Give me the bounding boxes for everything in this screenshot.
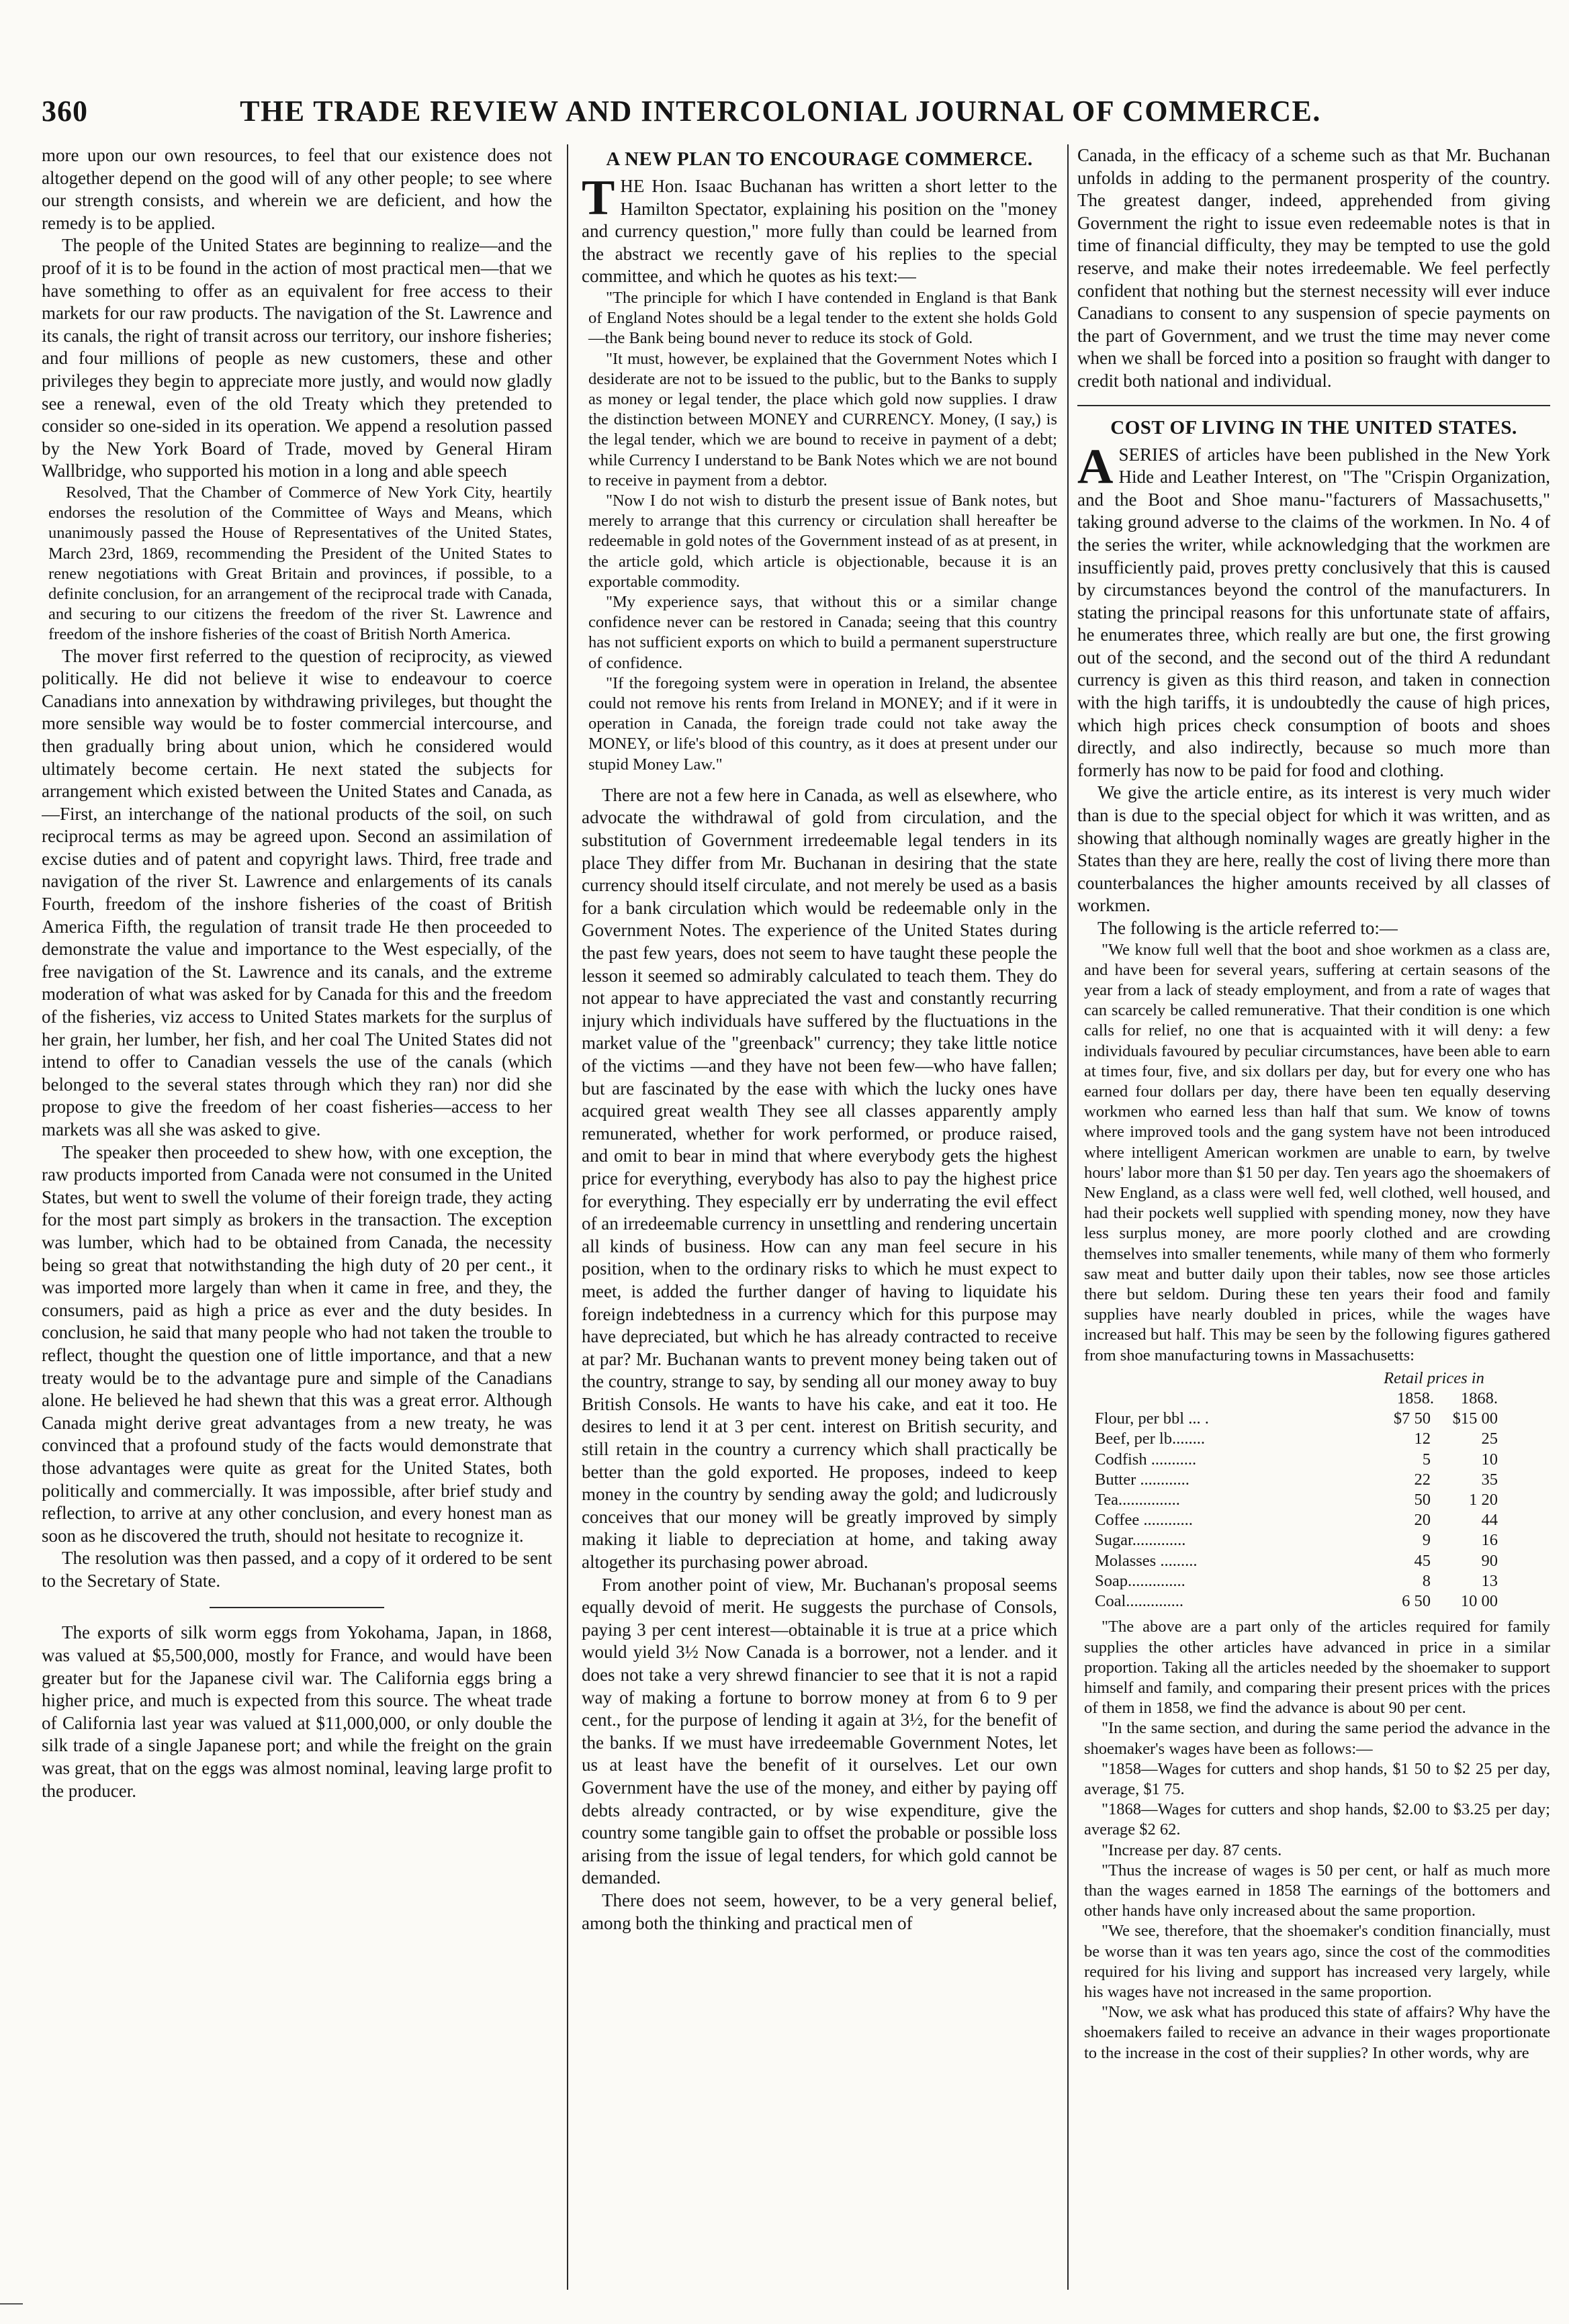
price-table-years — [1095, 1389, 1498, 1409]
price-row — [1095, 1470, 1498, 1490]
price-1868: 35 — [1481, 1470, 1498, 1489]
article-quote — [1077, 940, 1550, 1366]
paragraph: There are not a few here in Canada, as well as elsewhere, who advocate the withdrawal of gold from circulation, and the substitution of Government irredeemable legal tenders in its place They differ from Mr. Buchanan in desiring that the state currency should itself circulate, and not merely be used as a basis for a bank circulation which would be redeemable only in the Government Notes. The experience of the United States during the past few years, does not seem to have taught these people the lesson it seemed so admirably calculated to teach them. They do not appear to have appreciated the vast and constantly recurring injury which individuals have suffered by the fluctuations in the market value of the "greenback" currency; they take little notice of the victims —and they have not been few—who have fallen; but are fascinated by the ease with which the lucky ones have acquired great wealth They see all classes apparently amply remunerated, whether for work performed, or produce raised, and omit to bear in mind that where everybody gets the highest price for everything, everybody has also to pay the highest price for everything. They especially err by underrating the evil effect of an irredeemable currency in unsettling and rendering uncertain all kinds of business. How can any man feel secure in his position, when to the ordinary risks to which he must expect to meet, is added the further danger of having to liquidate his foreign indebtedness in a currency which for this purpose may have depreciated, but which he has already contracted to receive at par? Mr. Buchanan wants to prevent money being taken out of the country, strange to say, by sending all our money away to buy British Consols. He wants to have his cake, and eat it too. He desires to lend it at 3 per cent. interest on British security, and still retain in the country a currency which shall practically be better than the gold exported. He proposes, indeed to keep money in the country by sending away the gold; and ludicrously conceives that our money will be greatly improved by simply making it liable to depreciation at home, and taking away altogether its purchasing power abroad. — [582, 784, 1057, 1573]
price-1858: $7 50 — [1393, 1409, 1431, 1428]
price-1858: 6 50 — [1402, 1592, 1431, 1611]
article-heading-new-plan: A NEW PLAN TO ENCOURAGE COMMERCE. — [606, 148, 1033, 170]
price-1868: 13 — [1481, 1571, 1498, 1590]
paragraph: The speaker then proceeded to shew how, with one exception, the raw products imported from Canada were not consumed in the United States, but went to swell the volume of their foreign trade, they acting for the most part simply as brokers in the transaction. The exception was lumber, which had to be obtained from Canada, the necessity being so great that notwithstanding the high duty of 20 per cent., it was imported more largely than when it came in free, and they, the consumers, paid as high a price as ever and the duty besides. In conclusion, he said that many people who had not taken the trouble to reflect, thought the question one of little importance, and that a new treaty would be to the advantage pure and simple of the Canadians alone. He believed he had shewn that this was a great error. Although Canada might derive great advantages from a new treaty, he was convinced that a profound study of the facts would demonstrate that those advantages were quite as great for the United States, both politically and commercially. It was impossible, after brief study and reflection, to arrive at any other conclusion, and every honest man as soon as he discovered the truth, should not hesitate to recognize it. — [42, 1142, 552, 1546]
quote-paragraph: "Increase per day. 87 cents. — [1102, 1841, 1282, 1859]
column-2 — [582, 144, 1057, 2313]
paragraph: Canada, in the efficacy of a scheme such as that Mr. Buchanan unfolds in adding to the permanent prosperity of the country. The greatest danger, indeed, apprehended from giving Government the right to issue even redeemable notes is that in time of financial difficulty, they may be tempted to use the gold reserve, and make their notes irredeemable. We feel perfectly confident that nothing but the sternest necessity will ever induce Canadians to consent to any suspension of specie payments on the part of Government, and we trust the time may never come when we shall be forced into a position so fraught with danger to credit both national and individual. — [1077, 145, 1550, 391]
price-1868: $15 00 — [1452, 1409, 1498, 1428]
resolution-quote — [42, 483, 552, 645]
year-1868: 1868. — [1460, 1389, 1498, 1408]
price-1858: 22 — [1414, 1470, 1431, 1489]
resolution-text: Resolved, That the Chamber of Commerce of New York City, heartily endorses the resolution of the Committee of Ways and Means, which unanimously passed the House of Representatives of the United States, March 23rd, 1869, recommending the President of the United States to renew negotiations with Great Britain and provinces, if possible, to a definite conclusion, for an arrangement of the reciprocal trade with Canada, and securing to our citizens the freedom of the river St. Lawrence and freedom of the inshore fisheries of the coast of British North America. — [48, 483, 552, 644]
column-rule — [1067, 144, 1069, 2290]
column-rule — [567, 144, 568, 2290]
price-1858: 5 — [1422, 1450, 1431, 1469]
silk-eggs-item: The exports of silk worm eggs from Yokohama, Japan, in 1868, was valued at $5,500,000, mostly for France, and would have been greater but for the Japanese civil war. The California eggs bring a higher price, and much is expected from this source. The wheat trade of California last year was valued at $11,000,000, or only double the silk trade of a single Japanese port; and while the freight on the grain was great, that on the eggs was almost nominal, leaving large profit to the producer. — [42, 1622, 552, 1801]
article-intro — [582, 171, 1057, 288]
price-item: Beef, per lb........ — [1095, 1430, 1205, 1448]
quote-paragraph: "Now I do not wish to disturb the present issue of Bank notes, but merely to arrange that this currency or circulation shall hereafter be redeemable in gold notes of the Government instead of as at present, in the article gold, which article is objectionable, because it is an exportable commodity. — [588, 492, 1057, 591]
article-quote-continued — [1077, 1617, 1550, 2063]
price-row — [1095, 1409, 1498, 1429]
intro-text: HE Hon. Isaac Buchanan has written a short letter to the Hamilton Spectator, explaining his position on the "money and currency question," more fully than could be learned from the abstract we recently gave of his replies to the special committee, and which he quotes as his text:— — [582, 176, 1057, 287]
price-item: Butter ............ — [1095, 1470, 1190, 1489]
price-table — [1095, 1368, 1550, 1612]
price-row — [1095, 1490, 1498, 1510]
price-1868: 10 — [1481, 1450, 1498, 1469]
price-row — [1095, 1510, 1498, 1530]
price-row — [1095, 1551, 1498, 1571]
buchanan-quote — [582, 288, 1057, 775]
page-number: 360 — [42, 95, 88, 128]
column-3 — [1077, 144, 1550, 2313]
quote-paragraph: "1858—Wages for cutters and shop hands, $1 50 to $2 25 per day, average, $1 75. — [1084, 1759, 1550, 1798]
price-1868: 25 — [1481, 1430, 1498, 1448]
paragraph: The following is the article referred to:— — [1097, 918, 1398, 938]
price-1858: 20 — [1414, 1511, 1431, 1530]
price-item: Coal.............. — [1095, 1592, 1184, 1611]
quote-paragraph: "If the foregoing system were in operation in Ireland, the absentee could not remove his rents from Ireland in MONEY; and if it were in operation in Canada, the foreign trade could not take away the MONEY, or life's blood of this country, as it does at present under our stupid Money Law." — [588, 673, 1057, 774]
paragraph: We give the article entire, as its interest is very much wider than is due to the special object for which it was written, and as showing that although nominally wages are greatly higher in the States than they are here, really the cost of living there more than counterbalances the higher amounts received by all classes of workmen. — [1077, 782, 1550, 916]
price-1868: 1 20 — [1469, 1491, 1498, 1509]
price-table-caption: Retail prices in — [1384, 1368, 1484, 1387]
masthead — [42, 94, 1419, 134]
margin-mark — [0, 2303, 23, 2305]
drop-cap: T — [582, 171, 615, 226]
journal-title: THE TRADE REVIEW AND INTERCOLONIAL JOURNAL OF COMMERCE. — [240, 95, 1321, 128]
section-divider — [1077, 405, 1550, 406]
quote-paragraph: "1868—Wages for cutters and shop hands, $2.00 to $3.25 per day; average $2 62. — [1084, 1800, 1550, 1839]
article-heading-cost-of-living: COST OF LIVING IN THE UNITED STATES. — [1110, 416, 1517, 438]
price-1858: 8 — [1422, 1571, 1431, 1590]
price-1868: 44 — [1481, 1511, 1498, 1530]
column-1 — [42, 144, 552, 2313]
price-1858: 45 — [1414, 1551, 1431, 1570]
quote-paragraph: "Now, we ask what has produced this state of affairs? Why have the shoemakers failed to receive an advance in their wages proportionate to the increase in the cost of their supplies? In other words, why are — [1084, 2003, 1550, 2062]
paragraph: The people of the United States are beginning to realize—and the proof of it is to be found in the action of most practical men—that we have something to offer as an equivalent for free access to their markets for our raw products. The navigation of the St. Lawrence and its canals, the right of transit across our territory, our inshore fisheries; and four millions of people as new customers, these and other privileges they begin to appreciate more justly, and would now gladly see a renewal, even of the old Treaty which they pretended to consider so one-sided in its operation. We append a resolution passed by the New York Board of Trade, moved by General Hiram Wallbridge, who supported his motion in a long and able speech — [42, 235, 552, 481]
quote-paragraph: "Thus the increase of wages is 50 per cent, or half as much more than the wages earned in 1858 The earnings of the bottomers and other hands have only increased about the same proportion. — [1084, 1861, 1550, 1920]
quote-paragraph: "My experience says, that without this or a similar change confidence never can be restored in Canada; seeing that this country has not sufficient exports on which to build a permanent superstructure of confidence. — [588, 593, 1057, 672]
price-1858: 9 — [1422, 1531, 1431, 1550]
paragraph: From another point of view, Mr. Buchanan's proposal seems equally devoid of merit. He suggests the purchase of Consols, paying 3 per cent interest—obtainable it is true at a price which would yield 3½ Now Canada is a borrower, not a lender. and it does not take a very shrewd financier to see that it is not a rapid way of making a fortune to borrow money at from 6 to 9 per cent., for the purpose of lending it again at 3½, for the benefit of the banks. If we must have irredeemable Government Notes, let us at least have the benefit of it ourselves. Let our own Government have the use of the money, and either by paying off debts already contracted, or by wise expenditure, give the country some tangible gain to offset the probable or possible loss arising from the issue of legal tenders, for which gold cannot be demanded. — [582, 1574, 1057, 1888]
price-item: Codfish ........... — [1095, 1450, 1197, 1469]
price-row — [1095, 1450, 1498, 1470]
article-intro — [1077, 438, 1550, 782]
price-row — [1095, 1530, 1498, 1550]
quote-paragraph: "The principle for which I have contended in England is that Bank of England Notes should be a legal tender to the extent she holds Gold—the Bank being bound never to reduce its stock of Gold. — [588, 288, 1057, 348]
paragraph: The resolution was then passed, and a copy of it ordered to be sent to the Secretary of State. — [42, 1548, 552, 1591]
price-1858: 50 — [1414, 1491, 1431, 1509]
paragraph: There does not seem, however, to be a very general belief, among both the thinking and practical men of — [582, 1890, 1057, 1933]
price-item: Molasses ......... — [1095, 1551, 1198, 1570]
quote-paragraph: "It must, however, be explained that the Government Notes which I desiderate are not to be issued to the public, but to the Banks to supply as money or legal tender, the place which gold now supplies. I draw the distinction between MONEY and CURRENCY. Money, (I say,) is the legal tender, which we are bound to receive in payment of a debt; while Currency I understand to be Bank Notes which we are not bound to receive in payment from a debtor. — [588, 349, 1057, 490]
section-divider — [210, 1607, 384, 1608]
price-item: Tea............... — [1095, 1491, 1180, 1509]
quote-paragraph: "In the same section, and during the same period the advance in the shoemaker's wages have been as follows:— — [1084, 1719, 1550, 1758]
price-item: Coffee ............ — [1095, 1511, 1193, 1530]
paragraph: more upon our own resources, to feel that our existence does not altogether depend on the good will of any other people; to see where our strength consists, and wherein we are deficient, and how the remedy is to be applied. — [42, 145, 552, 233]
price-row — [1095, 1591, 1498, 1612]
intro-text: SERIES of articles have been published in the New York Hide and Leather Interest, on "The "Crispin Organization, and the Boot and Shoe manu-"facturers of Massachusetts," taking ground adverse to the claims of the workmen. In No. 4 of the series the writer, while acknowledging that the workmen are insufficiently paid, proves pretty conclusively that this is caused by circumstances beyond the control of the manufacturers. In stating the principal reasons for this unfortunate state of affairs, he enumerates three, which really are but one, the first growing out of the second, and the second out of the third A redundant currency is given as this third reason, and taken in connection with the high tariffs, it is undoubtedly the cause of high prices, which high prices check consumption of boots and shoes directly, and also indirectly, because so much more than formerly has now to be paid for food and clothing. — [1077, 444, 1550, 780]
paragraph: The mover first referred to the question of reciprocity, as viewed politically. He did not believe it wise to endeavour to coerce Canadians into annexation by withdrawing privileges, but thought the more sensible way would be to foster commercial intercourse, and then gradually bring about union, which he considered would ultimately become certain. He next stated the subjects for arrangement which existed between the United States and Canada, as—First, an interchange of the national products of the soil, on such reciprocal terms as may be agreed upon. Second an assimilation of excise duties and of patent and copyright laws. Third, free trade and navigation of the river St. Lawrence and enlargements of its canals Fourth, freedom of the inshore fisheries of the coast of British America Fifth, the regulation of transit trade He then proceeded to demonstrate the value and importance to the West especially, of the free navigation of the St. Lawrence and its canals, and the extreme moderation of what was asked for by Canada for this and the freedom of the fisheries, viz access to United States markets for the surplus of her grain, her lumber, her fish, and her coal The United States did not intend to offer to Canadian vessels the use of the canals (which belonged to the several states through which they ran) nor did she propose to give the freedom of her coast fisheries—access to her markets was all she was asked to give. — [42, 645, 552, 1140]
price-1858: 12 — [1414, 1430, 1431, 1448]
quote-paragraph: "We know full well that the boot and shoe workmen as a class are, and have been for several years, suffering at certain seasons of the year from a lack of steady employment, and from a rate of wages that can scarcely be called remunerative. That their condition is one which calls for relief, no one that is acquainted with it will deny: a few individuals favoured by peculiar circumstances, have been able to earn at times four, five, and six dollars per day, but for every one who has earned four dollars per day, there have been ten equally deserving workmen who earned less than half that sum. We know of towns where improved tools and the gang system have not been introduced where intelligent American workmen are unable to earn, by twelve hours' labor more than $1 50 per day. Ten years ago the shoemakers of New England, as a class were well fed, well clothed, well housed, and had their pockets well supplied with spending money, now they have less surplus money, are more poorly clothed and are crowding themselves into smaller tenements, while many of them who formerly saw meat and butter daily upon their tables, now see those articles there but seldom. During these ten years their food and family supplies have nearly doubled in prices, while the wages have increased but half. This may be seen by the following figures gathered from shoe manufacturing towns in Massachusetts: — [1084, 940, 1550, 1364]
price-table-caption-row — [1095, 1368, 1498, 1389]
price-item: Soap.............. — [1095, 1571, 1185, 1590]
year-1858: 1858. — [1396, 1389, 1434, 1408]
price-1868: 90 — [1481, 1551, 1498, 1570]
price-1868: 16 — [1481, 1531, 1498, 1550]
price-table-rows — [1095, 1409, 1550, 1612]
price-item: Sugar............. — [1095, 1531, 1186, 1550]
price-row — [1095, 1429, 1498, 1449]
quote-paragraph: "The above are a part only of the articles required for family supplies the other articles have advanced in price in a similar proportion. Taking all the articles needed by the shoemaker to support himself and family, and comparing their present prices with the prices of them in 1858, we find the advance is about 90 per cent. — [1084, 1618, 1550, 1718]
price-1868: 10 00 — [1460, 1592, 1498, 1611]
price-item: Flour, per bbl ... . — [1095, 1409, 1209, 1428]
drop-cap: A — [1077, 438, 1114, 494]
quote-paragraph: "We see, therefore, that the shoemaker's condition financially, must be worse than it was ten years ago, since the cost of the commodities required for his living and support has increased very largely, while his wages have not increased in the same proportion. — [1084, 1922, 1550, 2001]
price-row — [1095, 1571, 1498, 1591]
